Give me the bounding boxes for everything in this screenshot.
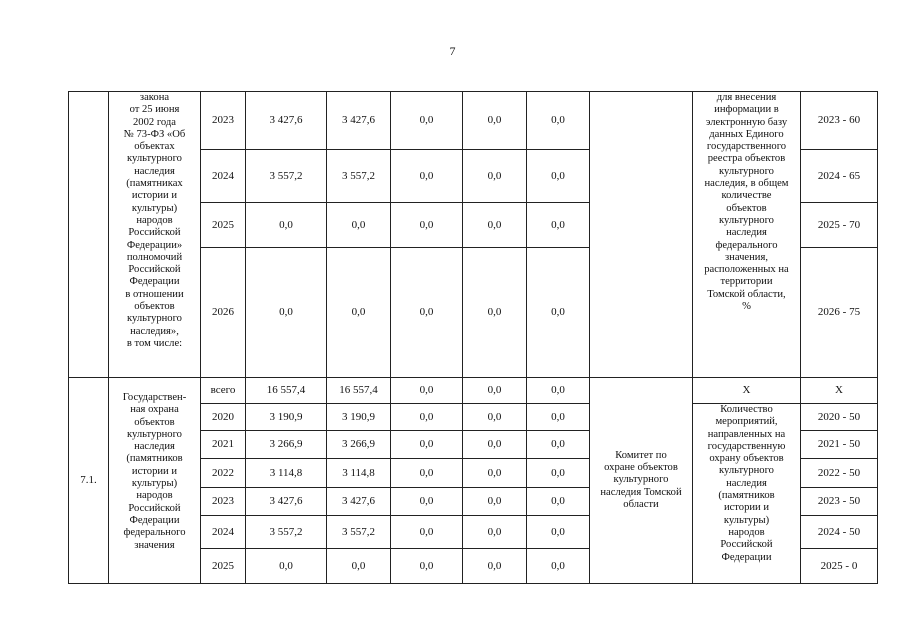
block1-row-federal: 0,0 <box>351 306 366 319</box>
block2-row-local: 0,0 <box>487 559 502 572</box>
block2-row-local: 0,0 <box>487 438 502 451</box>
block2-row-local: 0,0 <box>487 466 502 479</box>
block1-row-other: 0,0 <box>551 114 565 127</box>
block1-row-federal: 3 427,6 <box>342 114 375 127</box>
block2-row-year: 2023 <box>212 495 234 508</box>
block2-row-other: 0,0 <box>551 466 565 479</box>
block2-row-federal: 0,0 <box>351 559 366 572</box>
block1-row-total: 3 557,2 <box>269 169 303 182</box>
block1-indicator: для внесения информации в электронную базу данных Единого государственного реестра объектов культурного наследия, в общем количестве объектов культурного наследия федерального значения, расположенных на территории Томской области, % <box>704 92 789 313</box>
block1-row-total: 0,0 <box>279 306 293 319</box>
block2-row-total: 3 266,9 <box>269 438 303 451</box>
block2-row-year: 2024 <box>212 525 234 538</box>
block2-row-year: всего <box>210 384 236 397</box>
block1-row-other: 0,0 <box>551 218 565 231</box>
block1-row-target: 2025 - 70 <box>817 218 861 231</box>
block2-row-target: 2020 - 50 <box>817 410 861 423</box>
block2-row-federal: 3 266,9 <box>342 438 375 451</box>
block2-row-regional: 0,0 <box>419 495 434 508</box>
block2-row-total: 3 557,2 <box>269 525 303 538</box>
block2-row-target: 2022 - 50 <box>817 466 861 479</box>
block2-indicator: Количество мероприятий, направленных на государственную охрану объектов культурного наследия (памятников истории и культуры) народов Российской Федерации <box>707 404 786 563</box>
block1-row-other: 0,0 <box>551 306 565 319</box>
block1-row-total: 0,0 <box>279 218 293 231</box>
block1-row-year: 2024 <box>212 169 234 182</box>
block2-row-federal: 3 114,8 <box>342 466 375 479</box>
block2-description: Государствен- ная охрана объектов культурного наследия (памятников истории и культуры) народов Российской Федерации федерального значения <box>122 392 187 551</box>
block2-row-regional: 0,0 <box>419 466 434 479</box>
block1-row-target: 2026 - 75 <box>817 306 861 319</box>
block2-row-target: 2021 - 50 <box>817 438 861 451</box>
page-number: 7 <box>449 44 456 58</box>
block2-row-regional: 0,0 <box>419 410 434 423</box>
block1-row-local: 0,0 <box>487 218 502 231</box>
block2-row-local: 0,0 <box>487 525 502 538</box>
block2-row-federal: 3 557,2 <box>342 525 375 538</box>
block1-row-total: 3 427,6 <box>269 114 303 127</box>
block1-row-federal: 3 557,2 <box>342 169 375 182</box>
block2-row-year: 2025 <box>212 559 234 572</box>
block2-row-year: 2021 <box>212 438 234 451</box>
block1-row-target: 2023 - 60 <box>817 114 861 127</box>
block2-row-regional: 0,0 <box>419 525 434 538</box>
block2-row-federal: 3 427,6 <box>342 495 375 508</box>
block2-row-other: 0,0 <box>551 525 565 538</box>
block2-number: 7.1. <box>80 474 97 487</box>
block1-description: закона от 25 июня 2002 года № 73-ФЗ «Об объектах культурного наследия (памятниках истории и культуры) народов Российской Федерации» полномочий Российской Федерации в отношении объектов культурного наследия», в том числе: <box>123 92 186 349</box>
block1-row-federal: 0,0 <box>351 218 366 231</box>
block1-row-target: 2024 - 65 <box>817 169 861 182</box>
block1-row-year: 2025 <box>212 218 234 231</box>
block1-row-regional: 0,0 <box>419 218 434 231</box>
block1-row-year: 2023 <box>212 114 234 127</box>
block2-row-federal: 16 557,4 <box>339 384 378 397</box>
block2-row-total: 3 190,9 <box>269 410 303 423</box>
block2-x-indicator: X <box>742 384 751 397</box>
block2-row-other: 0,0 <box>551 495 565 508</box>
block2-row-local: 0,0 <box>487 410 502 423</box>
block1-row-regional: 0,0 <box>419 306 434 319</box>
block2-row-total: 16 557,4 <box>266 384 306 397</box>
block2-row-other: 0,0 <box>551 438 565 451</box>
block2-row-local: 0,0 <box>487 495 502 508</box>
block1-row-regional: 0,0 <box>419 114 434 127</box>
block2-row-local: 0,0 <box>487 384 502 397</box>
block2-row-target: 2024 - 50 <box>817 525 861 538</box>
block1-row-local: 0,0 <box>487 169 502 182</box>
block2-row-total: 3 114,8 <box>269 466 303 479</box>
block2-row-federal: 3 190,9 <box>342 410 375 423</box>
block2-row-other: 0,0 <box>551 559 565 572</box>
block2-row-target: 2025 - 0 <box>820 559 858 572</box>
block2-row-year: 2022 <box>212 466 234 479</box>
block1-row-year: 2026 <box>212 306 234 319</box>
block2-row-other: 0,0 <box>551 384 565 397</box>
block1-row-regional: 0,0 <box>419 169 434 182</box>
block1-row-local: 0,0 <box>487 306 502 319</box>
block2-row-regional: 0,0 <box>419 384 434 397</box>
block2-row-year: 2020 <box>212 410 234 423</box>
block2-row-other: 0,0 <box>551 410 565 423</box>
block1-row-other: 0,0 <box>551 169 565 182</box>
block2-x-target: X <box>835 384 843 397</box>
block1-row-local: 0,0 <box>487 114 502 127</box>
block2-row-total: 3 427,6 <box>269 495 303 508</box>
block2-row-regional: 0,0 <box>419 559 434 572</box>
block2-executor: Комитет по охране объектов культурного наследия Томской области <box>600 449 682 510</box>
block2-row-total: 0,0 <box>279 559 293 572</box>
block2-row-regional: 0,0 <box>419 438 434 451</box>
block2-row-target: 2023 - 50 <box>817 495 861 508</box>
